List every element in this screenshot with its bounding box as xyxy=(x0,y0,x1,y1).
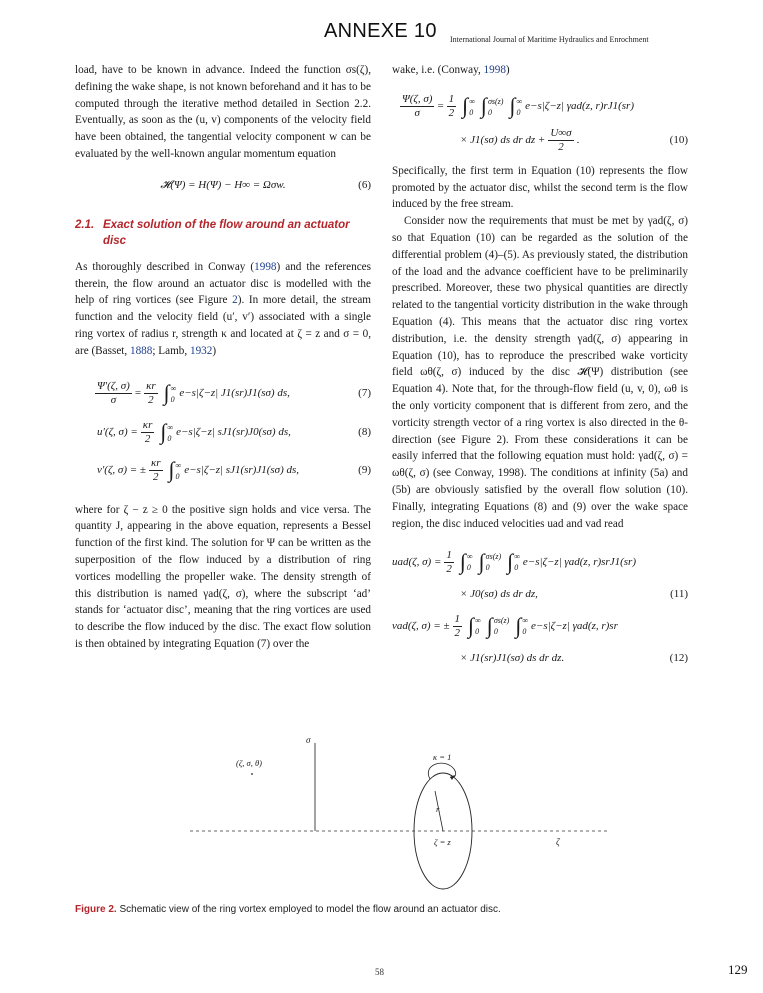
eq10-free-stream: $\frac{U\infty\sigma}{2}$ xyxy=(550,127,572,154)
equation-7: $\frac{\Psi'(\zeta, \sigma)}{\sigma}$ = $\frac{\kappa r}{2}$ ∫ ∞ 0 e−s|ζ−z| J1(sr)J1(sσ) ds, (7) xyxy=(97,380,371,407)
equation-11-number: (11) xyxy=(670,587,688,600)
right-column xyxy=(392,62,688,670)
left-column xyxy=(75,62,371,653)
equation-9-number: (9) xyxy=(358,464,371,477)
equation-12-number: (12) xyxy=(669,651,688,664)
eq7-coefficient: $\frac{\kappa r}{2}$ xyxy=(146,380,156,407)
footer-page-number: 58 xyxy=(375,967,384,977)
eq9-lhs: v′(ζ, σ) = ± xyxy=(97,464,146,477)
equation-9: v′(ζ, σ) = ± $\frac{\kappa r}{2}$ ∫ ∞ 0 e−s|ζ−z| sJ1(sr)J1(sσ) ds, (9) xyxy=(97,457,371,484)
section-title-line-2: disc xyxy=(103,234,127,247)
equation-8-number: (8) xyxy=(358,426,371,439)
equation-10: $\frac{\Psi(\zeta, \sigma)}{\sigma}$ = $\frac{1}{2}$ ∫ ∞ 0 ∫ σs(z) 0 ∫ ∞ 0 e−s|ζ−z| γad(z, r)rJ1(sr) × J1(sσ) ds dr dz + $\frac{U\infty\sigma}{2}$ . (10) xyxy=(402,93,688,154)
equation-6-body: 𝓗(Ψ) = H(Ψ) − H∞ = Ωσw. xyxy=(160,179,286,192)
section-title-line-1: Exact solution of the flow around an actuator xyxy=(103,218,350,231)
equation-12: vad(ζ, σ) = ± $\frac{1}{2}$ ∫ ∞ 0 ∫ σs(z) 0 ∫ ∞ 0 e−s|ζ−z| γad(z, r)sr xyxy=(392,612,618,639)
journal-name: International Journal of Maritime Hydraulics and Enrochment xyxy=(450,35,649,44)
citation-lamb-1932[interactable]: 1932 xyxy=(189,344,213,357)
eq10-line-2: × J1(sσ) ds dr dz + xyxy=(460,134,546,147)
figure-reference-link[interactable]: 2 xyxy=(232,294,238,307)
ring-vortex-diagram xyxy=(190,735,620,895)
integral-sign: ∫ xyxy=(168,457,175,483)
integral-sign: ∫ xyxy=(468,612,475,638)
integral-sign: ∫ xyxy=(160,419,167,445)
citation-basset-1888[interactable]: 1888 xyxy=(129,344,153,357)
section-number: 2.1. xyxy=(75,218,95,231)
equations-11-12 xyxy=(392,542,688,670)
left-paragraph-2: As thoroughly described in Conway (1998) and the references therein, the flow around an actuator disc is modelled with the help of ring vortices (see Figure 2). In more detail, the stream function and the velocity field (u′, v′) associated with a single ring vortex of radius r, strength κ and located at ζ = z and σ = 0, are (Basset, 1888; Lamb, 1932) xyxy=(75,260,371,357)
eq8-integrand: e−s|ζ−z| sJ1(sr)J0(sσ) ds, xyxy=(176,426,291,439)
right-paragraph-1: wake, i.e. (Conway, 1998) xyxy=(392,64,510,76)
integral-sign: ∫ xyxy=(163,380,170,406)
integral-sign: ∫ xyxy=(480,93,487,119)
integral-sign: ∫ xyxy=(486,612,493,638)
equation-7-number: (7) xyxy=(358,387,371,400)
equation-8: u′(ζ, σ) = $\frac{\kappa r}{2}$ ∫ ∞ 0 e−s|ζ−z| sJ1(sr)J0(sσ) ds, (8) xyxy=(97,419,371,446)
kappa-label: κ = 1 xyxy=(433,752,452,762)
right-paragraph-3: Consider now the requirements that must be met by γad(ζ, σ) so that Equation (10) can be regarded as the solution of the differential problem (4)–(5). As previously stated, the distribution of the load and the advance coefficient have to be preliminarily prescribed. Moreover, these two physical quantities are directly related to the tangential vorticity distribution in the wake through Equation (4). This means that the actuator disc ring vortex distribution, i.e. the density strength γad(ζ, σ) appearing in Equation (10), has to reproduce the prescribed wake vorticity field ωθ(ζ, σ) induced by the disc 𝓗(Ψ) distribution (see Equation 4). Note that, for the through-flow field (u, v, 0), ωθ is the only vorticity component that is different from zero, and the vorticity strength vector of a ring vortex is also directed in the θ-direction (see Figure 2). From these considerations it can be easily inferred that the following equation must hold: γad(ζ, σ) = ωθ(ζ, σ) (see Conway, 1998). The conditions at infinity (5a) and (5b) are obviously satisfied by the overall flow solution (10). Finally, integrating Equations (8) and (9) over the wake space region, the disc induced velocities uad and vad read xyxy=(392,215,688,530)
integral-sign: ∫ xyxy=(462,93,469,119)
eq9-integrand: e−s|ζ−z| sJ1(sr)J1(sσ) ds, xyxy=(184,464,300,477)
eq12-integrand: e−s|ζ−z| γad(z, r)sr xyxy=(531,619,618,632)
eq11-lhs: uad(ζ, σ) = xyxy=(392,555,442,568)
integral-sign: ∫ xyxy=(478,548,485,574)
integral-sign: ∫ xyxy=(459,548,466,574)
equation-6-number: (6) xyxy=(358,179,371,192)
field-point-marker xyxy=(251,773,253,775)
integral-sign: ∫ xyxy=(509,93,516,119)
citation-conway-1998[interactable]: 1998 xyxy=(483,64,506,76)
citation-conway-1998[interactable]: 1998 xyxy=(254,260,277,273)
equation-6 xyxy=(75,167,371,205)
radius-label: r xyxy=(436,804,440,814)
eq7-integrand: e−s|ζ−z| J1(sr)J1(sσ) ds, xyxy=(179,387,290,400)
field-point-label: (ζ, σ, θ) xyxy=(236,758,262,768)
equation-11: uad(ζ, σ) = $\frac{1}{2}$ ∫ ∞ 0 ∫ σs(z) 0 ∫ ∞ 0 e−s|ζ−z| γad(z, r)srJ1(sr) xyxy=(392,548,636,575)
integral-sign: ∫ xyxy=(515,612,522,638)
eq10-lhs-fraction: $\frac{\Psi(\zeta, \sigma)}{\sigma}$ xyxy=(402,93,433,120)
left-paragraph-1: load, have to be known in advance. Indeed the function σs(ζ), defining the wake shape, is not known beforehand and it has to be computed through the iterative method detailed in Section 2.2. Eventually, as soon as the (u, v) components of the velocity field have been obtained, the tangential velocity component w can be evaluated by the well-known angular momentum equation xyxy=(75,64,371,160)
figure-caption-text: Schematic view of the ring vortex employed to model the flow around an actuator disc. xyxy=(119,904,501,915)
sigma-axis-label: σ xyxy=(306,735,311,745)
eq12-lhs: vad(ζ, σ) = ± xyxy=(392,619,450,632)
footer-journal-page: 129 xyxy=(728,962,748,977)
eq10-integrand: e−s|ζ−z| γad(z, r)rJ1(sr) xyxy=(525,100,634,113)
right-paragraph-2: Specifically, the first term in Equation (10) represents the flow promoted by the actuator disc, whilst the second term is the flow induced by the free stream. xyxy=(392,164,688,211)
eq12-line-2: × J1(sr)J1(sσ) ds dr dz. xyxy=(460,651,565,664)
section-heading-2-1 xyxy=(75,217,371,249)
eq7-lhs-fraction: $\frac{\Psi'(\zeta, \sigma)}{\sigma}$ xyxy=(97,380,130,407)
equation-10-number: (10) xyxy=(669,134,688,147)
page-header-title: ANNEXE 10 xyxy=(324,20,437,42)
zeta-axis-label: ζ xyxy=(556,837,560,847)
eq11-line-2: × J0(sσ) ds dr dz, xyxy=(460,587,538,600)
figure-caption xyxy=(75,904,501,915)
equations-7-9 xyxy=(75,374,371,490)
eq8-lhs: u′(ζ, σ) = xyxy=(97,426,138,439)
integral-sign: ∫ xyxy=(507,548,514,574)
left-paragraph-3: where for ζ − z ≥ 0 the positive sign holds and vice versa. The quantity J, appearing in the above equation, represents a Bessel function of the first kind. The solution for Ψ can be written as the superposition of the flow induced by a distribution of ring vortices modelling the propeller wake. The density strength of this distribution is named γad(ζ, σ), where the subscript ‘ad’ stands for ‘actuator disc’, meaning that the ring vortices are used to describe the flow induced by the disc. The exact flow solution is then obtained by integrating Equation (7) over the xyxy=(75,503,371,650)
ring-location-label: ζ = z xyxy=(434,837,451,847)
figure-2-ring-vortex xyxy=(190,735,620,895)
eq11-integrand: e−s|ζ−z| γad(z, r)srJ1(sr) xyxy=(522,555,636,568)
figure-caption-label: Figure 2. xyxy=(75,904,117,915)
